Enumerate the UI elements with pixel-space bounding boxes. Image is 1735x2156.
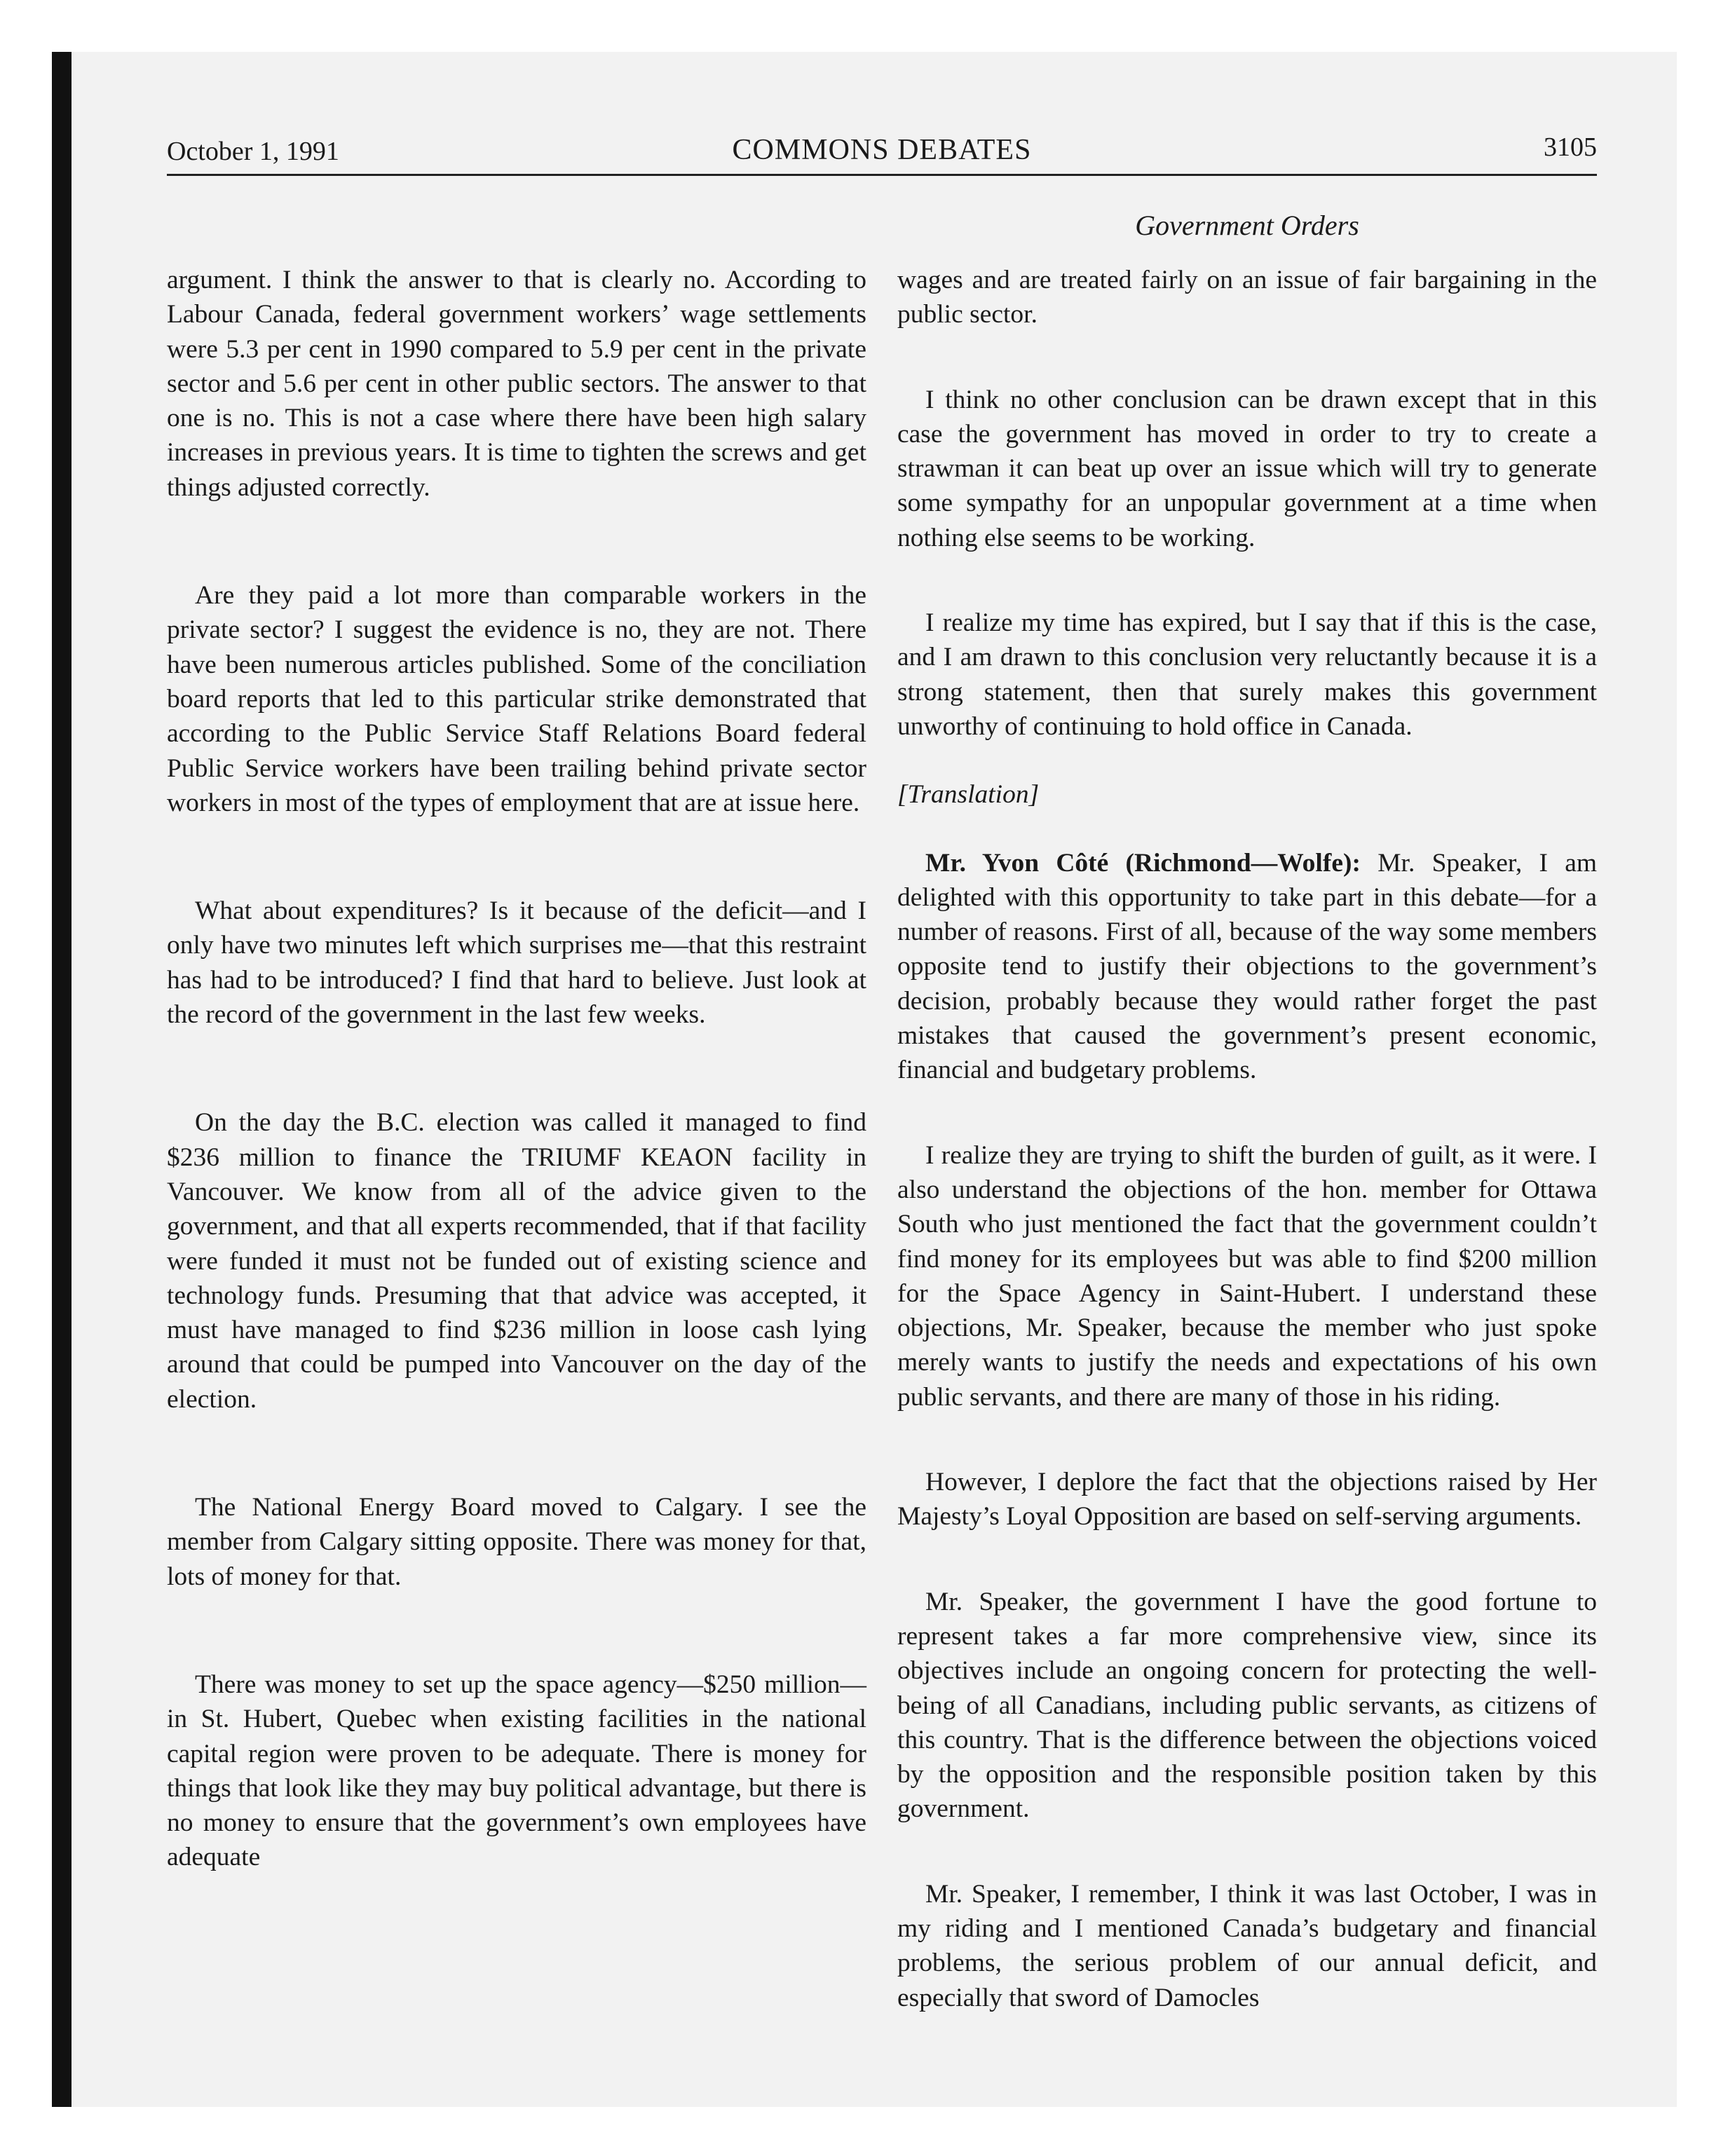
header-title: COMMONS DEBATES xyxy=(732,134,1032,166)
paragraph: Are they paid a lot more than comparable workers in the private sector? I suggest the evidence is no, they are not. There have been numerous articles published. Some of the conciliation board reports that led to this particular strike demonstrated that according to the Public Service Staff Relations Board federal Public Service workers have been trailing behind private sector workers in most of the types of employment that are at issue here. xyxy=(167,581,866,817)
paragraph: wages and are treated fairly on an issue of fair bargaining in the public sector. xyxy=(897,266,1597,329)
speech-text: Mr. Speaker, I am delighted with this opportunity to take part in this debate—for a number of reasons. First of all, because of the way some members opposite tend to justify their objections to the government’s decision, probably because they would rather forget the past mistakes that caused the government’s present economic, financial and budgetary problems. xyxy=(897,848,1598,1085)
paragraph: I think no other conclusion can be drawn except that in this case the government has moved in order to try to create a strawman it can beat up over an issue which will try to generate some sympathy for an unpopular government at a time when nothing else seems to be working. xyxy=(897,385,1597,552)
translation-marker: [Translation] xyxy=(897,780,1040,810)
paragraph: However, I deplore the fact that the objections raised by Her Majesty’s Loyal Opposition are based on self-serving arguments. xyxy=(897,1468,1597,1531)
left-column xyxy=(167,263,866,1875)
paragraph: What about expenditures? Is it because of the deficit—and I only have two minutes left which surprises me—that this restraint has had to be introduced? I find that hard to believe. Just look at the record of the government in the last few weeks. xyxy=(167,896,866,1030)
paragraph: There was money to set up the space agency—$250 million—in St. Hubert, Quebec when existing facilities in the national capital region were proven to be adequate. There is money for things that look like they may buy political advantage, but there is no money to ensure that the government’s own employees have adequate xyxy=(167,1670,866,1872)
paragraph: On the day the B.C. election was called it managed to find $236 million to finance the TRIUMF KEAON facility in Vancouver. We know from all of the advice given to the government, and that all experts recommended, that if that facility were funded it must not be funded out of existing science and technology funds. Presuming that that advice was accepted, it must have managed to find $236 million in loose cash lying around that could be pumped into Vancouver on the day of the election. xyxy=(167,1108,866,1414)
paragraph: Mr. Speaker, I remember, I think it was last October, I was in my riding and I mentioned Canada’s budgetary and financial problems, the serious problem of our annual deficit, and especially that sword of Damocles xyxy=(897,1879,1597,2012)
paragraph: argument. I think the answer to that is clearly no. According to Labour Canada, federal government workers’ wage settlements were 5.3 per cent in 1990 compared to 5.9 per cent in the private sector and 5.6 per cent in other public sectors. The answer to that one is no. This is not a case where there have been high salary increases in previous years. It is time to tighten the screws and get things adjusted correctly. xyxy=(167,266,866,502)
paragraph: Mr. Speaker, the government I have the good fortune to represent takes a far more comprehensive view, since its objectives include an ongoing concern for protecting the well-being of all Canadians, including public servants, as citizens of this country. That is the difference between the objections voiced by the opposition and the responsible position taken by this government. xyxy=(897,1587,1597,1824)
paragraph: I realize they are trying to shift the burden of guilt, as it were. I also understand the objections of the hon. member for Ottawa South who just mentioned the fact that the government couldn’t find money for its employees but was able to find $200 million for the Space Agency in Saint-Hubert. I understand these objections, Mr. Speaker, because the member who just spoke merely wants to justify the needs and expectations of his own public servants, and there are many of those in his riding. xyxy=(897,1140,1597,1412)
header-page-number: 3105 xyxy=(1544,132,1597,162)
scan-edge-bar xyxy=(52,52,72,2107)
speaker-name: Mr. Yvon Côté (Richmond—Wolfe): xyxy=(925,848,1361,878)
paragraph: The National Energy Board moved to Calgary. I see the member from Calgary sitting opposite. There was money for that, lots of money for that. xyxy=(167,1493,866,1591)
section-label: Government Orders xyxy=(1135,210,1359,241)
speech-paragraph xyxy=(897,846,1597,1088)
paragraph: I realize my time has expired, but I say that if this is the case, and I am drawn to this conclusion very reluctantly because it is a strong statement, then that surely makes this government unworthy of continuing to hold office in Canada. xyxy=(897,608,1597,741)
header-rule xyxy=(167,174,1597,176)
page-header xyxy=(167,132,1597,171)
right-column xyxy=(897,263,1597,2015)
header-date: October 1, 1991 xyxy=(167,137,339,166)
